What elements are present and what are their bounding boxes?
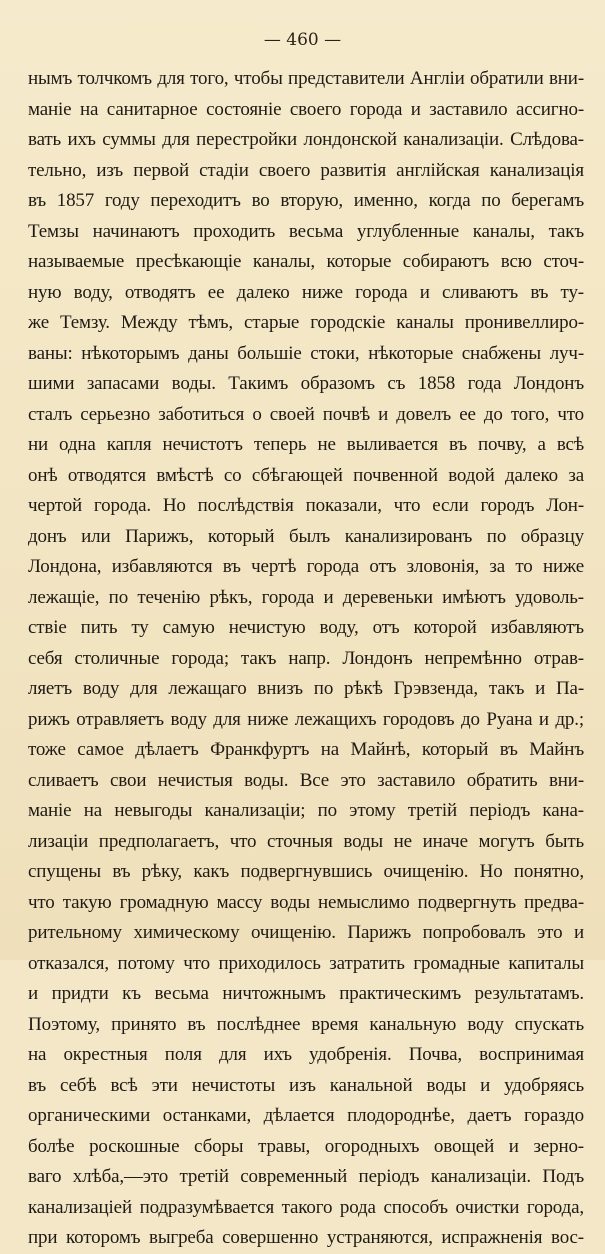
- body-text: [28, 64, 584, 1254]
- text-line: лизаціи предполагаетъ, что сточныя воды не иначе могутъ быть: [28, 830, 584, 852]
- text-line: чертой города. Но послѣдствія показали, что если городъ Лон-: [28, 495, 584, 516]
- text-line: шими запасами воды. Такимъ образомъ съ 1858 года Лондонъ: [28, 373, 584, 394]
- text-line: что такую громадную массу воды немыслимо подвергнуть предва-: [28, 891, 584, 913]
- text-line: вать ихъ суммы для перестройки лондонской канализаціи. Слѣдова-: [28, 129, 584, 150]
- text-line: Поэтому, принято въ послѣднее время канальную воду спускать: [28, 1013, 584, 1035]
- text-line: ваны: нѣкоторымъ даны большіе стоки, нѣкоторые снабжены луч-: [28, 342, 584, 364]
- text-line: Лондона, избавляются въ чертѣ города отъ зловонія, за то ниже: [28, 556, 584, 577]
- text-line: канализаціей подразумѣвается такого рода способъ очистки города,: [28, 1196, 584, 1218]
- text-line: ни одна капля нечистотъ теперь не выливается въ почву, а всѣ: [28, 434, 584, 455]
- text-line: въ себѣ всѣ эти нечистоты изъ канальной воды и удобряясь: [28, 1074, 584, 1096]
- text-line: болѣе роскошные сборы травы, огородныхъ овощей и зерно-: [28, 1135, 584, 1157]
- text-line: рительному химическому очищенію. Парижъ попробовалъ это и: [28, 922, 584, 943]
- text-line: ную воду, отводятъ ее далеко ниже города и сливаютъ въ ту-: [28, 281, 584, 303]
- text-line: донъ или Парижъ, который былъ канализированъ по образцу: [28, 525, 584, 547]
- text-line: маніе на невыгоды канализаціи; по этому третій періодъ кана-: [28, 800, 584, 821]
- text-line: на окрестныя поля для ихъ удобренія. Почва, воспринимая: [28, 1044, 584, 1065]
- text-line: при которомъ выгреба совершенно устраняются, испражненія вос-: [28, 1227, 584, 1248]
- text-line: нымъ толчкомъ для того, чтобы представители Англіи обратили вни-: [28, 68, 584, 89]
- text-line: себя столичные города; такъ напр. Лондонъ непремѣнно отрав-: [28, 647, 584, 669]
- text-line: тоже самое дѣлаетъ Франкфуртъ на Майнѣ, который въ Майнъ: [28, 739, 584, 760]
- text-line: тельно, изъ первой стадіи своего развитія англійская канализація: [28, 159, 584, 181]
- text-line: ваго хлѣба,—это третій современный періодъ канализаціи. Подъ: [28, 1166, 584, 1187]
- text-line: Темзы начинаютъ проходить весьма углубленные каналы, такъ: [28, 220, 584, 242]
- text-line: маніе на санитарное состояніе своего города и заставило ассигно-: [28, 98, 584, 120]
- text-line: въ 1857 году переходитъ во вторую, именно, когда по берегамъ: [28, 190, 584, 211]
- text-line: сталъ серьезно заботиться о своей почвѣ и довелъ ее до того, что: [28, 403, 584, 425]
- text-line: органическими останками, дѣлается плодороднѣе, даетъ гораздо: [28, 1105, 584, 1126]
- text-line: отказался, потому что приходилось затратить громадные капиталы: [28, 952, 584, 974]
- text-line: лежащіе, по теченію рѣкъ, города и деревеньки имѣютъ удоволь-: [28, 586, 584, 608]
- text-line: онѣ отводятся вмѣстѣ со сбѣгающей почвенной водой далеко за: [28, 464, 584, 486]
- text-line: и придти къ весьма ничтожнымъ практическимъ результатамъ.: [28, 983, 584, 1004]
- text-line: рижъ отравляетъ воду для ниже лежащихъ городовъ до Руана и др.;: [28, 708, 584, 730]
- text-line: спущены въ рѣку, какъ подвергнувшись очищенію. Но понятно,: [28, 861, 584, 882]
- text-line: ствіе пить ту самую нечистую воду, отъ которой избавляютъ: [28, 617, 584, 638]
- text-line: же Темзу. Между тѣмъ, старые городскіе каналы пронивеллиро-: [28, 312, 584, 333]
- text-line: называемые пресѣкающіе каналы, которые собираютъ всю сточ-: [28, 251, 584, 272]
- page-number: — 460 —: [263, 30, 342, 50]
- text-line: сливаетъ свои нечистыя воды. Все это заставило обратить вни-: [28, 769, 584, 791]
- text-line: ляетъ воду для лежащаго внизъ по рѣкѣ Грэвзенда, такъ и Па-: [28, 678, 584, 699]
